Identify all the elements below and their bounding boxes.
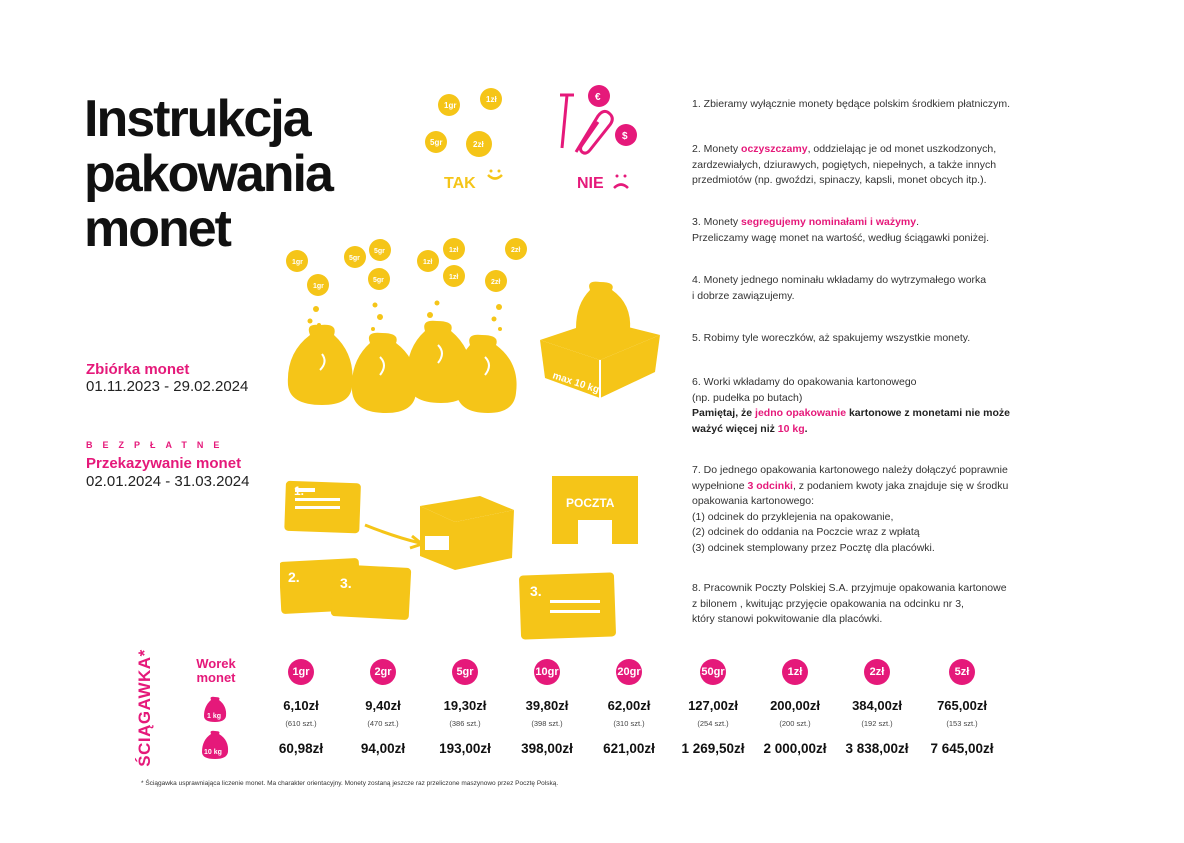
value-per-10kg: 7 645,00zł (930, 741, 994, 756)
coin-count-per-1kg: (153 szt.) (946, 719, 978, 728)
step-text: który stanowi pokwitowanie dla placówki. (692, 613, 883, 625)
svg-text:1zł: 1zł (423, 259, 433, 266)
page-title (84, 92, 332, 257)
svg-text:10 kg: 10 kg (204, 749, 222, 756)
value-per-10kg: 193,00zł (439, 741, 491, 756)
svg-text:5gr: 5gr (373, 277, 384, 284)
step-5 (692, 331, 1062, 347)
shipping-slips-illustration (280, 470, 680, 640)
step-text: kartonowe z monetami nie może (846, 407, 1010, 419)
step-4 (692, 273, 1062, 304)
step-line (692, 581, 1062, 597)
collection-label: Zbiórka monet (86, 361, 190, 378)
cheat-sheet-title: ŚCIĄGAWKA* (135, 648, 154, 767)
svg-text:1zł: 1zł (486, 95, 497, 104)
step-line (692, 406, 1062, 422)
title-line-3: monet (84, 200, 230, 258)
step-line (692, 597, 1062, 613)
step-text: (2) odcinek do oddania na Poczcie wraz z wpłatą (692, 526, 920, 538)
coin-denomination-badge: 10gr (534, 659, 560, 685)
value-per-1kg: 39,80zł (525, 698, 569, 713)
svg-text:5gr: 5gr (430, 138, 443, 147)
tak-label: TAK (444, 175, 476, 192)
step-text: 6. Worki wkładamy do opakowania kartonowego (692, 376, 917, 388)
step-line (692, 331, 1062, 347)
step-text: Pamiętaj, że (692, 407, 756, 419)
highlighted-text: segregujemy nominałami i ważymy (741, 216, 917, 228)
step-line (692, 215, 1062, 231)
post-office-sign: POCZTA (566, 496, 615, 510)
coin-denomination-badge: 5gr (452, 659, 478, 685)
value-per-10kg: 3 838,00zł (845, 741, 909, 756)
step-text: 5. Robimy tyle woreczków, aż spakujemy wszystkie monety. (692, 332, 971, 344)
step-line (692, 463, 1062, 479)
value-per-1kg: 62,00zł (607, 698, 651, 713)
bag-label: Worek monet (196, 656, 236, 685)
coin-denomination-badge: 2zł (864, 659, 890, 685)
value-per-10kg: 94,00zł (360, 741, 406, 756)
svg-text:1zł: 1zł (449, 247, 459, 254)
svg-text:3.: 3. (530, 583, 542, 599)
coin-count-per-1kg: (310 szt.) (613, 719, 645, 728)
step-line (692, 158, 1062, 174)
step-text: 8. Pracownik Poczty Polskiej S.A. przyjmuje opakowania kartonowe (692, 582, 1007, 594)
value-per-1kg: 384,00zł (852, 698, 902, 713)
free-badge: BEZPŁATNE (86, 440, 230, 450)
value-per-1kg: 765,00zł (937, 698, 987, 713)
coin-count-per-1kg: (470 szt.) (367, 719, 399, 728)
transfer-dates: 02.01.2024 - 31.03.2024 (86, 473, 250, 490)
bag-1kg-icon (204, 697, 226, 722)
bag-10kg-icon (202, 731, 228, 759)
coin-denomination-badge: 1gr (288, 659, 314, 685)
highlighted-text: jedno opakowanie (755, 407, 847, 419)
smile-icon (488, 175, 502, 179)
coin-denomination-badge: 50gr (700, 659, 726, 685)
value-per-1kg: 9,40zł (365, 698, 401, 713)
step-text: Przeliczamy wagę monet na wartość, według ściągawki poniżej. (692, 231, 990, 244)
value-per-1kg: 127,00zł (688, 698, 738, 713)
highlighted-text: 3 odcinki (747, 479, 793, 492)
value-per-10kg: 621,00zł (603, 741, 655, 756)
step-text: 2. Monety (692, 143, 742, 155)
step-line (692, 479, 1062, 495)
coin-bags-illustration (280, 235, 530, 430)
svg-text:$: $ (622, 131, 628, 142)
step-line (692, 97, 1062, 113)
step-line (692, 375, 1062, 391)
svg-text:1gr: 1gr (444, 101, 457, 110)
step-2 (692, 142, 1062, 189)
step-text: i dobrze zawiązujemy. (692, 289, 795, 302)
svg-text:2zł: 2zł (473, 140, 484, 149)
step-text: (1) odcinek do przyklejenia na opakowanie, (692, 510, 894, 523)
forbidden-items-illustration (550, 80, 660, 195)
step-line (692, 142, 1062, 158)
step-7 (692, 463, 1062, 556)
value-per-1kg: 200,00zł (770, 698, 820, 713)
title-line-2: pakowania (84, 145, 332, 203)
step-text: . (804, 422, 808, 435)
step-6 (692, 375, 1062, 437)
coin-denomination-badge: 5zł (949, 659, 975, 685)
step-text: ważyć więcej niż (692, 422, 778, 435)
svg-text:5gr: 5gr (349, 255, 360, 262)
step-text: . (916, 216, 920, 228)
svg-text:€: € (595, 92, 601, 103)
step-text: przedmiotów (np. gwoździ, spinaczy, kapsli, monet obcych itp.). (692, 174, 987, 186)
coin-count-per-1kg: (386 szt.) (449, 719, 481, 728)
step-line (692, 541, 1062, 557)
coin-count-per-1kg: (254 szt.) (697, 719, 729, 728)
coin-count-per-1kg: (192 szt.) (861, 719, 893, 728)
step-text: 1. Zbieramy wyłącznie monety będące polskim środkiem płatniczym. (692, 98, 1011, 110)
title-line-1: Instrukcja (84, 90, 310, 148)
step-text: (3) odcinek stemplowany przez Pocztę dla placówki. (692, 541, 935, 554)
step-line (692, 173, 1062, 189)
value-per-10kg: 398,00zł (521, 741, 573, 756)
sad-face-icon (614, 185, 628, 189)
value-per-10kg: 60,98zł (278, 741, 324, 756)
svg-text:2.: 2. (288, 569, 300, 585)
box-weight-label: max 10 kg (551, 370, 601, 396)
coin-count-per-1kg: (398 szt.) (531, 719, 563, 728)
svg-text:3.: 3. (340, 575, 352, 591)
step-line (692, 273, 1062, 289)
svg-text:1zł: 1zł (449, 274, 459, 281)
collection-dates: 01.11.2023 - 29.02.2024 (86, 378, 249, 395)
coin-count-per-1kg: (200 szt.) (779, 719, 811, 728)
svg-text:1 kg: 1 kg (207, 713, 222, 720)
step-text: 3. Monety (692, 216, 742, 228)
svg-text:2zł: 2zł (511, 247, 521, 254)
svg-text:5gr: 5gr (374, 248, 385, 255)
step-line (692, 231, 1062, 247)
value-per-1kg: 19,30zł (443, 698, 487, 713)
step-text: 7. Do jednego opakowania kartonowego należy dołączyć poprawnie (692, 464, 1008, 476)
step-line (692, 289, 1062, 305)
transfer-label: Przekazywanie monet (86, 455, 242, 472)
step-text: 4. Monety jednego nominału wkładamy do wytrzymałego worka (692, 274, 987, 286)
step-1 (692, 97, 1062, 113)
svg-text:1gr: 1gr (292, 259, 303, 266)
value-per-1kg: 6,10zł (283, 698, 319, 713)
highlighted-text: 10 kg (777, 422, 805, 435)
step-line (692, 391, 1062, 407)
step-8 (692, 581, 1062, 628)
highlighted-text: oczyszczamy (741, 143, 808, 155)
svg-text:1.: 1. (294, 484, 305, 498)
step-text: zardzewiałych, dziurawych, pogiętych, niepełnych, a także innych (692, 158, 997, 171)
paperclip-icon (576, 111, 612, 153)
step-text: , oddzielając je od monet uszkodzonych, (807, 143, 997, 155)
step-line (692, 494, 1062, 510)
coin-denomination-badge: 20gr (616, 659, 642, 685)
svg-text:1gr: 1gr (313, 283, 324, 290)
coin-denomination-badge: 2gr (370, 659, 396, 685)
step-text: , z podaniem kwoty jaka znajduje się w środku (792, 479, 1009, 492)
step-line (692, 612, 1062, 628)
svg-text:2zł: 2zł (491, 279, 501, 286)
value-per-10kg: 2 000,00zł (763, 741, 827, 756)
value-per-10kg: 1 269,50zł (681, 741, 745, 756)
coin-count-per-1kg: (610 szt.) (285, 719, 317, 728)
bag-weight-icons (200, 696, 230, 764)
coin-denomination-badge: 1zł (782, 659, 808, 685)
step-line (692, 525, 1062, 541)
step-text: wypełnione (692, 479, 748, 492)
nie-label: NIE (577, 175, 604, 192)
step-3 (692, 215, 1062, 246)
box-with-bag-illustration (535, 280, 665, 400)
footnote: * Ściągawka usprawniająca liczenie monet. Ma charakter orientacyjny. Monety zostaną jeszcze raz przeliczone maszynowo przez Pocztę Polską. (141, 780, 559, 787)
step-line (692, 510, 1062, 526)
step-text: z bilonem , kwitując przyjęcie opakowania na odcinku nr 3, (692, 597, 964, 610)
step-line (692, 422, 1062, 438)
step-text: (np. pudełka po butach) (692, 391, 803, 404)
step-text: opakowania kartonowego: (692, 495, 815, 507)
allowed-coins-illustration (415, 80, 515, 195)
